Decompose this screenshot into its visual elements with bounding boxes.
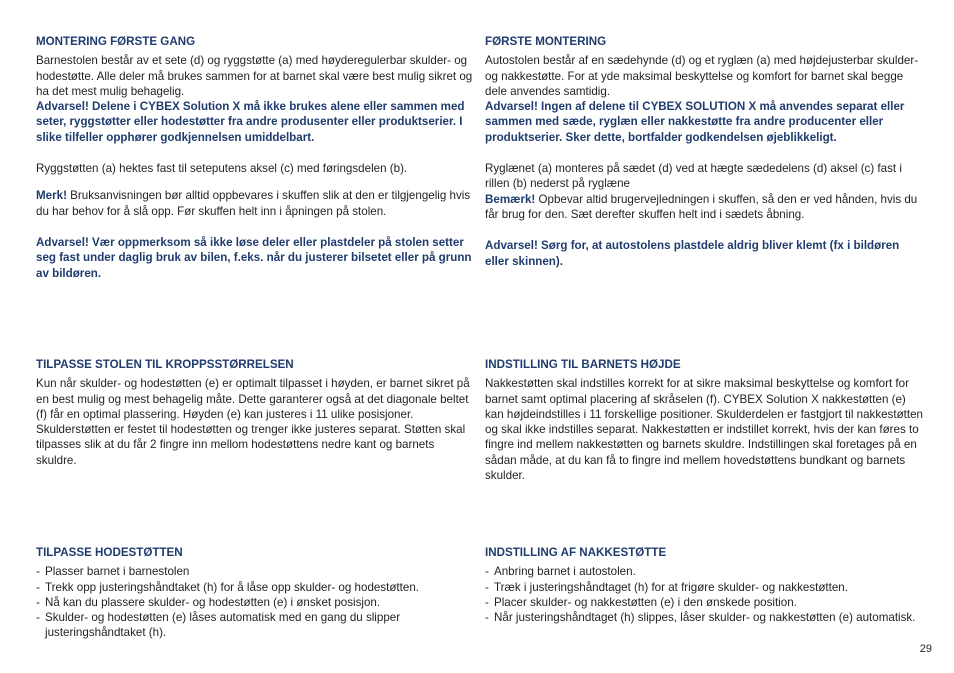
list-item: - Anbring barnet i autostolen. [485,564,925,579]
left-section-first-mounting [36,34,476,281]
paragraph: Nakkestøtten skal indstilles korrekt for at sikre maksimal beskyttelse og komfort for barnet samt optimal placering af skråselen (f). CYBEX Solution X nakkestøtten (e) kan højdeindstilles i 11 forskellige positioner. Skulderdelen er fastgjort til nakkestøtten og skal ikke indstilles separat. Nakkestøtten er indstillet korrekt, hvis der kan føres to fingre ind mellem nakkestøtten og barnets skuldre. Indstillingen skal foretages på en sådan måde, at du kan få to fingre ind mellem hovedstøttens bundkant og barnets skulder. [485,377,923,483]
list-item: - Når justeringshåndtaget (h) slippes, låser skulder- og nakkestøtten (e) automatisk. [485,610,925,625]
left-section-body-size [36,357,476,468]
list-item: - Træk i justeringshåndtaget (h) for at frigøre skulder- og nakkestøtten. [485,580,925,595]
note-label: Merk! [36,189,67,203]
list-item: - Trekk opp justeringshåndtaket (h) for å låse opp skulder- og hodestøtten. [36,580,476,595]
paragraph: Kun når skulder- og hodestøtten (e) er optimalt tilpasset i høyden, er barnet sikret på en best mulig og mest behagelig måte. Dette garanterer også at det diagonale beltet (f) får en optimal plassering. Høyden (e) kan justeres i 11 ulike posisjoner. Skulderstøtten er festet til hodestøtten og trenger ikke justeres separat. Støtten skal tilpasses slik at du får 2 fingre inn mellom hodestøttens nedre kant og barnets skuldre. [36,377,470,467]
right-section-first-mounting [485,34,925,269]
section-heading: INDSTILLING AF NAKKESTØTTE [485,546,667,559]
right-section-child-height [485,357,925,483]
right-section-neck-support [485,545,925,625]
page-number: 29 [919,643,932,655]
left-section-headrest [36,545,476,641]
warning-text: Advarsel! Sørg for, at autostolens plastdele aldrig bliver klemt (fx i bildøren eller skinnen). [485,239,900,268]
note-label: Bemærk! [485,192,536,206]
paragraph: Ryggstøtten (a) hektes fast til seteputens aksel (c) med føringsdelen (b). [36,162,408,176]
note-text: Bruksanvisningen bør alltid oppbevares i skuffen slik at den er tilgjengelig hvis du har behov for å slå opp. Før skuffen helt inn i åpningen på stolen. [36,189,471,218]
warning-text: Advarsel! Delene i CYBEX Solution X må ikke brukes alene eller sammen med seter, ryggstøtter eller hodestøtter fra andre produsenter eller produktserier. I slike tilfeller opphører godkjennelsen umiddelbart. [36,100,465,144]
note-paragraph [36,188,476,219]
paragraph: Ryglænet (a) monteres på sædet (d) ved at hægte sædedelens (d) aksel (c) fast i rillen (b) nederst på ryglæne [485,162,902,191]
paragraph: Barnestolen består av et sete (d) og ryggstøtte (a) med høyderegulerbar skulder- og hodestøtte. Alle deler må brukes sammen for at barnet skal være best mulig sikret og ha det mest mulig behagelig. [36,54,473,98]
section-heading: TILPASSE HODESTØTTEN [36,546,183,559]
section-heading: FØRSTE MONTERING [485,35,607,48]
section-heading: INDSTILLING TIL BARNETS HØJDE [485,358,681,371]
list-item: - Plasser barnet i barnestolen [36,564,476,579]
section-heading: TILPASSE STOLEN TIL KROPPSSTØRRELSEN [36,358,294,371]
section-heading: MONTERING FØRSTE GANG [36,35,196,48]
list-item: - Nå kan du plassere skulder- og hodestøtten (e) i ønsket posisjon. [36,595,476,610]
warning-text: Advarsel! Ingen af delene til CYBEX SOLUTION X må anvendes separat eller sammen med sæde, ryglæn eller nakkestøtte fra andre producenter eller produktserier. Sker dette, bortfalder godkendelsen øjeblikkeligt. [485,100,905,144]
list-item: - Skulder- og hodestøtten (e) låses automatisk med en gang du slipper justeringshåndtaket (h). [36,610,476,641]
note-text: Opbevar altid brugervejledningen i skuffen, så den er ved hånden, hvis du får brug for den. Sæt derefter skuffen helt ind i sædets åbning. [485,192,918,221]
step-list [485,564,925,625]
note-paragraph [485,192,925,223]
step-list [36,564,476,640]
warning-text: Advarsel! Vær oppmerksom så ikke løse deler eller plastdeler på stolen setter seg fast under daglig bruk av bilen, f.eks. når du justerer bilsetet eller på grunn av bildøren. [36,235,472,280]
paragraph: Autostolen består af en sædehynde (d) og et ryglæn (a) med højdejusterbar skulder- og nakkestøtte. For at yde maksimal beskyttelse og komfort for barnet skal begge dele anvendes samtidig. [485,54,919,98]
list-item: - Placer skulder- og nakkestøtten (e) i den ønskede position. [485,595,925,610]
